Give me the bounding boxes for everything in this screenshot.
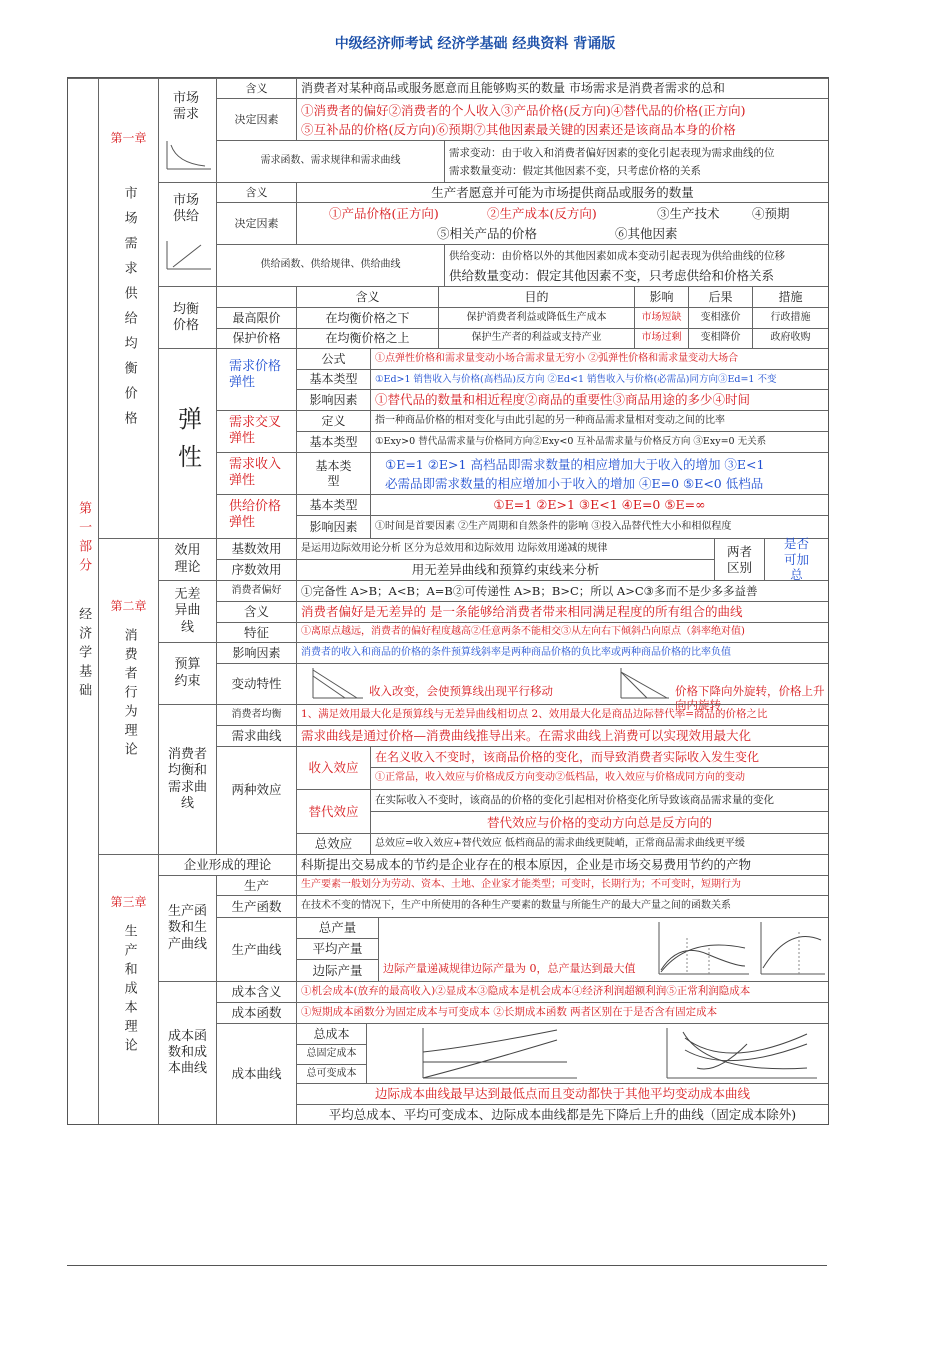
equilibrium-label-text: 均衡价格 — [173, 302, 200, 334]
supply-el-types: ①E=1 ②E>1 ③E<1 ④E=0 ⑤E=∞ — [370, 494, 828, 515]
consumer-label: 消费者均衡和需求曲线 — [158, 704, 216, 854]
indifference-label: 无差异曲线 — [158, 580, 216, 642]
summary-table — [67, 77, 829, 1125]
eq-row2-meaning: 在均衡价格之上 — [296, 328, 438, 348]
cross-types: ①Exy>0 替代品需求量与价格同方向②Exy<0 互补品需求量与价格反方向 ③Exy=0 无关系 — [370, 431, 828, 452]
price-elasticity-label — [216, 348, 296, 410]
sub-effect-1: 在实际收入不变时，该商品的价格的变化引起相对价格变化所导致该商品需求量的变化 — [370, 789, 828, 811]
utility-label: 效用理论 — [158, 538, 216, 580]
chapter-2-title: 消费者行为理论 — [121, 628, 137, 761]
demand-factors-line1: ①消费者的偏好②消费者的个人收入③产品价格(反方向)④替代品的价格(正方向) — [301, 103, 746, 118]
supply-factor-4: ④预期 — [752, 206, 790, 221]
income-effect-1: 在名义收入不变时，该商品价格的变化，而导致消费者实际收入发生变化 — [370, 746, 828, 767]
prod-text: 生产要素一般划分为劳动、资本、土地、企业家才能类型；可变时，长期行为；不可变时，短期行为 — [296, 875, 828, 895]
total-effect: 总效应=收入效应+替代效应 低档商品的需求曲线更陡峭，正常商品需求曲线更平缓 — [370, 833, 828, 854]
demand-change — [444, 140, 828, 182]
demand-label: 市场需求 — [173, 91, 200, 123]
price-types: ①Ed>1 销售收入与价格(高档品)反方向 ②Ed<1 销售收入与价格(必需品)同方向③Ed=1 不变 — [370, 369, 828, 389]
part-column — [68, 78, 98, 1124]
eq-row2-result: 变相降价 — [688, 328, 752, 348]
prod-func-label: 生产函数 — [216, 895, 296, 917]
cost-curve-label: 成本曲线 — [216, 1023, 296, 1124]
eq-row2-effect: 市场过剩 — [634, 328, 688, 348]
production-curves-chart — [649, 918, 829, 980]
elasticity-label-cell — [158, 348, 216, 538]
demand-change-line1: 需求变动：由于收入和消费者偏好因素的变化引起表现为需求曲线的位 — [449, 147, 775, 159]
budget-change-label: 变动特性 — [216, 663, 296, 704]
demand-factors — [296, 98, 828, 140]
price-type-label: 基本类型 — [296, 369, 370, 389]
demand-curve-text: 需求曲线是通过价格—消费曲线推导出来。在需求曲线上消费可以实现效用最大化 — [296, 725, 828, 746]
chapter-2-cell — [98, 538, 158, 854]
eq-row1-purpose: 保护消费者利益或降低生产成本 — [438, 307, 634, 328]
chapter-1-cell — [98, 78, 158, 538]
chapter-3-title: 生产和成本理论 — [121, 924, 137, 1057]
supply-factor-6: ⑥其他因素 — [615, 226, 678, 241]
supply-curve-icon — [161, 239, 217, 279]
price-formula-label: 公式 — [296, 348, 370, 369]
total-effect-label: 总效应 — [296, 833, 370, 854]
price-factor-label: 影响因素 — [296, 389, 370, 410]
utility-diff-value: 是否可加总 — [764, 538, 828, 580]
supply-change — [444, 244, 828, 286]
page-title: 中级经济师考试 经济学基础 经典资料 背诵版 — [334, 36, 616, 52]
supply-def-label: 含义 — [216, 182, 296, 202]
chapter-1-title: 市场需求供给均衡价格 — [121, 186, 137, 436]
eq-row2-name: 保护价格 — [216, 328, 296, 348]
income-effect-2: ①正常品，收入效应与价格成反方向变动②低档品，收入效应与价格成同方向的变动 — [370, 767, 828, 789]
base-utility: 是运用边际效用论分析 区分为总效用和边际效用 边际效用递减的规律 — [296, 538, 714, 559]
price-factors: ①替代品的数量和相近程度②商品的重要性③商品用途的多少④时间 — [370, 389, 828, 410]
firm-text: 科斯提出交易成本的节约是企业存在的根本原因，企业是市场交易费用节约的产物 — [296, 854, 828, 875]
supply-factors — [296, 202, 828, 244]
demand-label-cell — [158, 78, 216, 182]
cost-curves-chart — [367, 1024, 827, 1082]
demand-factor-label: 决定因素 — [216, 98, 296, 140]
supply-factor-3: ③生产技术 — [657, 206, 720, 221]
supply-el-factor-label: 影响因素 — [296, 515, 370, 538]
consumer-eq: 1、满足效用最大化是预算线与无差异曲线相切点 2、效用最大化是商品边际替代率=商品的价格之比 — [296, 704, 828, 725]
supply-factor-5: ⑤相关产品的价格 — [437, 226, 538, 241]
tvc-label: 总可变成本 — [296, 1064, 366, 1083]
mp-label: 边际产量 — [296, 959, 378, 981]
eq-header-purpose: 目的 — [438, 286, 634, 307]
two-effects-label: 两种效应 — [216, 746, 296, 833]
chapter-2-no: 第二章 — [110, 599, 147, 613]
cross-elasticity-label — [216, 410, 296, 452]
budget-shift-icon — [309, 666, 367, 702]
page-footer-rule — [67, 1265, 827, 1266]
mp-text: 边际产量递减规律边际产量为 0，总产量达到最大值 — [383, 962, 636, 975]
demand-curve-icon — [161, 139, 217, 179]
income-effect-label: 收入效应 — [296, 746, 370, 789]
prod-curves-area — [378, 917, 828, 981]
supply-func-label: 供给函数、供给规律、供给曲线 — [216, 244, 444, 286]
demand-def-text: 消费者对某种商品或服务愿意而且能够购买的数量 市场需求是消费者需求的总和 — [301, 81, 725, 95]
firm-label: 企业形成的理论 — [158, 854, 296, 875]
eq-row2-measure: 政府收购 — [752, 328, 828, 348]
sub-effect-2: 替代效应与价格的变动方向总是反方向的 — [370, 811, 828, 833]
cost-label: 成本函数和成本曲线 — [158, 981, 216, 1124]
eq-header-meaning: 含义 — [296, 286, 438, 307]
equilibrium-label — [158, 286, 216, 348]
pref-label: 消费者偏好 — [216, 580, 296, 601]
eq-row2-purpose: 保护生产者的利益或支持产业 — [438, 328, 634, 348]
production-label: 生产函数和生产曲线 — [158, 875, 216, 981]
demand-def-label: 含义 — [216, 78, 296, 98]
eq-header-result: 后果 — [688, 286, 752, 307]
cost-curves-area — [366, 1023, 828, 1083]
cost-func-label: 成本函数 — [216, 1002, 296, 1023]
supply-def: 生产者愿意并可能为市场提供商品或服务的数量 — [296, 182, 828, 202]
supply-change-line2: 供给数量变动：假定其他因素不变，只考虑供给和价格关系 — [449, 268, 775, 283]
demand-def — [296, 78, 828, 98]
eq-header-effect: 影响 — [634, 286, 688, 307]
ap-label: 平均产量 — [296, 938, 378, 959]
chapter-3-no: 第三章 — [110, 895, 147, 909]
supply-label: 市场供给 — [173, 193, 200, 225]
supply-el-factors: ①时间是首要因素 ②生产周期和自然条件的影响 ③投入品替代性大小和相似程度 — [370, 515, 828, 538]
utility-diff-label: 两者区别 — [714, 538, 764, 580]
income-types-line2: 必需品即需求数量的相应增加小于收入的增加 ④E=0 ⑤E<0 低档品 — [385, 476, 764, 491]
consumer-eq-label: 消费者均衡 — [216, 704, 296, 725]
income-elasticity-label — [216, 452, 296, 494]
budget-factor-label: 影响因素 — [216, 642, 296, 663]
budget-factor: 消费者的收入和商品的价格的条件预算线斜率是两种商品价格的负比率或两种商品价格的比率负值 — [296, 642, 828, 663]
cross-type-label: 基本类型 — [296, 431, 370, 452]
cross-elasticity-label-text: 需求交叉弹性 — [229, 415, 282, 447]
demand-func-label: 需求函数、需求规律和需求曲线 — [216, 140, 444, 182]
demand-change-line2: 需求数量变动：假定其他因素不变，只考虑价格的关系 — [449, 165, 701, 177]
order-utility-label: 序数效用 — [216, 559, 296, 580]
income-type-label: 基本类型 — [296, 452, 370, 494]
income-elasticity-label-text: 需求收入弹性 — [229, 457, 282, 489]
eq-header-measure: 措施 — [752, 286, 828, 307]
indiff-feat-label: 特征 — [216, 622, 296, 642]
indiff-feat: ①离原点越远，消费者的偏好程度越高②任意两条不能相交③从左向右下倾斜凸向原点（斜率绝对值) — [296, 622, 828, 642]
supply-elasticity-label — [216, 494, 296, 538]
budget-rotate-icon — [617, 666, 673, 702]
eq-row1-result: 变相涨价 — [688, 307, 752, 328]
budget-change-1: 收入改变，会使预算线出现平行移动 — [369, 684, 553, 698]
cost-func: ①短期成本函数分为固定成本与可变成本 ②长期成本函数 两者区别在于是否含有固定成本 — [296, 1002, 828, 1023]
cross-def-label: 定义 — [296, 410, 370, 431]
eq-row1-effect: 市场短缺 — [634, 307, 688, 328]
tc-label: 总成本 — [296, 1023, 366, 1044]
income-types-line1: ①E=1 ②E>1 高档品即需求数量的相应增加大于收入的增加 ③E<1 — [385, 457, 765, 472]
indiff-def: 消费者偏好是无差异的 是一条能够给消费者带来相同满足程度的所有组合的曲线 — [296, 601, 828, 622]
eq-row1-measure: 行政措施 — [752, 307, 828, 328]
sub-effect-label: 替代效应 — [296, 789, 370, 833]
pref: ①完备性 A>B；A<B；A=B②可传递性 A>B；B>C；所以 A>C③多而不是少多多益善 — [296, 580, 828, 601]
order-utility: 用无差异曲线和预算约束线来分析 — [296, 559, 714, 580]
budget-change-2: 价格下降向外旋转，价格上升向内旋转 — [675, 684, 825, 713]
supply-label-cell — [158, 182, 216, 286]
elasticity-label: 弹性 — [173, 405, 202, 482]
part-label: 第一部分 — [76, 501, 92, 577]
chapter-1-no: 第一章 — [110, 131, 147, 145]
price-formula: ①点弹性价格和需求量变动小场合需求量无穷小 ②弧弹性价格和需求量变动大场合 — [370, 348, 828, 369]
budget-label: 预算约束 — [158, 642, 216, 704]
demand-factors-line2: ⑤互补品的价格(反方向)⑥预期⑦其他因素最关键的因素还是该商品本身的价格 — [301, 122, 736, 137]
budget-change — [296, 663, 828, 713]
cost-note-2: 平均总成本、平均可变成本、边际成本曲线都是先下降后上升的曲线（固定成本除外) — [296, 1104, 828, 1124]
supply-elasticity-label-text: 供给价格弹性 — [229, 499, 282, 531]
tfc-label: 总固定成本 — [296, 1044, 366, 1064]
cost-meaning: ①机会成本(放弃的最高收入)②显成本③隐成本是机会成本④经济利润超额利润⑤正常利润隐成本 — [296, 981, 828, 1002]
supply-factor-2: ②生产成本(反方向) — [487, 206, 597, 221]
equilibrium-header-blank — [216, 286, 296, 307]
chapter-3-cell — [98, 854, 158, 1124]
cost-note-1: 边际成本曲线最早达到最低点而且变动都快于其他平均变动成本曲线 — [296, 1083, 828, 1104]
supply-el-type-label: 基本类型 — [296, 494, 370, 515]
supply-factor-1: ①产品价格(正方向) — [329, 206, 439, 221]
supply-change-line1: 供给变动：由价格以外的其他因素如成本变动引起表现为供给曲线的位移 — [449, 250, 785, 262]
supply-factor-label: 决定因素 — [216, 202, 296, 244]
prod-func: 在技术不变的情况下，生产中所使用的各种生产要素的数量与所能生产的最大产量之间的函数关系 — [296, 895, 828, 917]
price-elasticity-label-text: 需求价格弹性 — [229, 359, 282, 391]
total-effect-spacer — [216, 833, 296, 854]
subject-label: 经济学基础 — [76, 607, 92, 702]
demand-curve-label: 需求曲线 — [216, 725, 296, 746]
eq-row1-meaning: 在均衡价格之下 — [296, 307, 438, 328]
tp-label: 总产量 — [296, 917, 378, 938]
base-utility-label: 基数效用 — [216, 538, 296, 559]
eq-row1-name: 最高限价 — [216, 307, 296, 328]
income-types — [370, 452, 828, 494]
prod-curve-label: 生产曲线 — [216, 917, 296, 981]
cost-meaning-label: 成本含义 — [216, 981, 296, 1002]
prod-label: 生产 — [216, 875, 296, 895]
indiff-def-label: 含义 — [216, 601, 296, 622]
cross-def: 指一种商品价格的相对变化与由此引起的另一种商品需求量相对变动之间的比率 — [370, 410, 828, 431]
